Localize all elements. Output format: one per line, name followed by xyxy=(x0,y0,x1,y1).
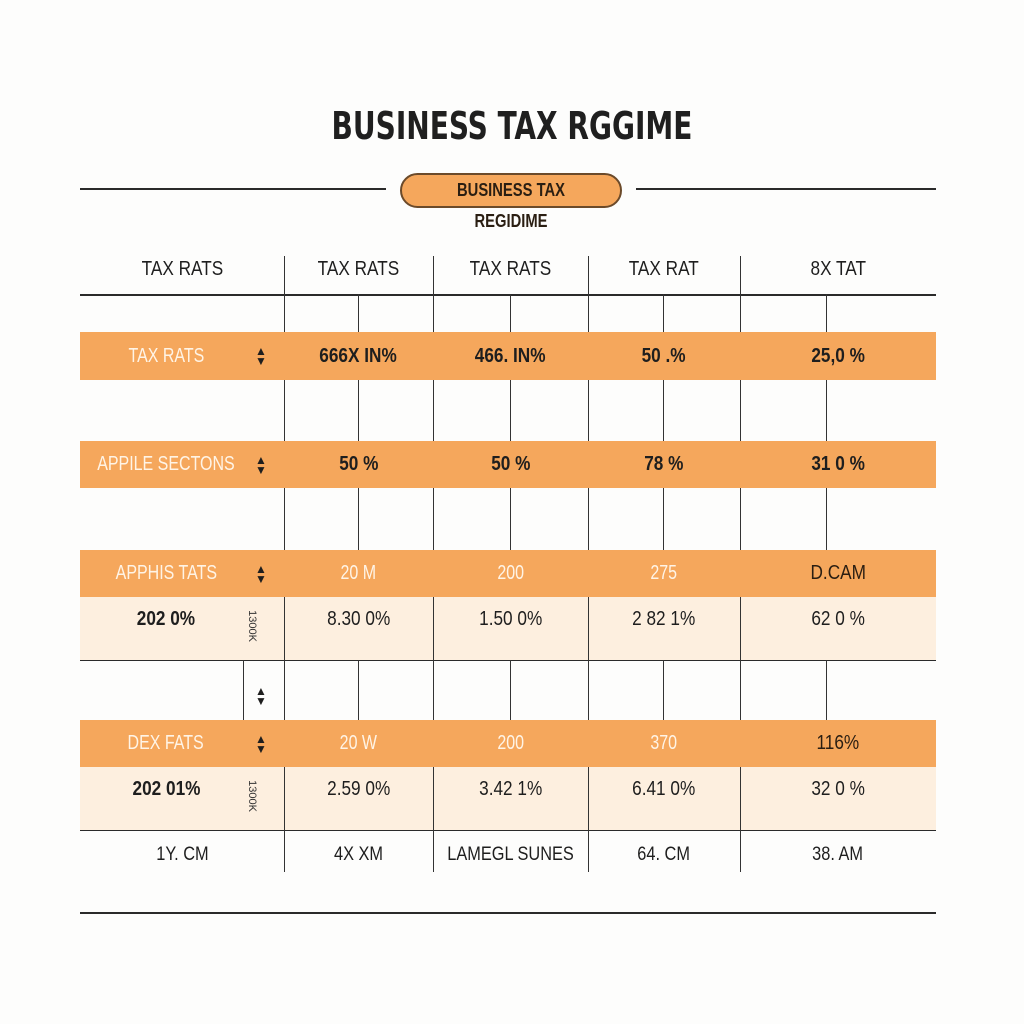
table-cell: 50 % xyxy=(338,453,379,475)
col-line xyxy=(663,380,664,441)
col-line xyxy=(358,488,359,550)
col-line xyxy=(588,380,589,441)
col-line xyxy=(433,660,434,720)
table-cell: 116% xyxy=(816,732,860,754)
col-line xyxy=(588,294,589,332)
table-cell: 20 W xyxy=(339,732,378,754)
footer-cell: LAMEGL SUNES xyxy=(447,844,574,865)
col-line xyxy=(243,660,244,720)
table-cell: 31 0 % xyxy=(811,453,865,475)
col-line xyxy=(510,488,511,550)
row-label: DEX FATS xyxy=(127,732,205,754)
table-cell: 62 0 % xyxy=(811,608,865,630)
sort-icon[interactable]: ▲ ▼ xyxy=(255,684,267,708)
col-line xyxy=(826,488,827,550)
table-cell: 50 % xyxy=(490,453,531,475)
header-cell: TAX RATS xyxy=(469,258,552,280)
row-label: APPILE SECTONS xyxy=(97,453,235,475)
side-note: 1300K xyxy=(245,780,258,812)
header-rule xyxy=(80,294,936,296)
header-cell: TAX RATS xyxy=(317,258,400,280)
table-cell: 6.41 0% xyxy=(632,778,696,800)
header-cell: TAX RATS xyxy=(141,258,223,280)
table-cell: 666X IN% xyxy=(319,345,398,367)
col-line xyxy=(588,660,589,720)
table-cell: 20 M xyxy=(340,562,377,584)
col-line xyxy=(284,380,285,441)
col-line xyxy=(510,380,511,441)
table-cell: 78 % xyxy=(644,453,684,475)
sort-icon[interactable]: ▲ ▼ xyxy=(255,732,267,756)
col-line xyxy=(663,488,664,550)
table-cell: 32 0 % xyxy=(811,778,865,800)
col-line xyxy=(284,660,285,720)
page-title: BUSINESS TAX RGGIME xyxy=(331,104,693,148)
row-rule-2 xyxy=(80,830,936,831)
table-cell: D.CAM xyxy=(810,562,866,584)
table-cell: 3.42 1% xyxy=(478,778,543,800)
table-cell: 8.30 0% xyxy=(326,608,391,630)
col-line xyxy=(588,488,589,550)
table-cell: 2 82 1% xyxy=(632,608,696,630)
col-line xyxy=(740,380,741,441)
header-cell: TAX RAT xyxy=(628,258,700,280)
table-cell: 50 .% xyxy=(642,345,686,367)
col-line xyxy=(358,380,359,441)
table-cell: 200 xyxy=(497,562,524,584)
regime-badge: BUSINESS TAX REGIDIME xyxy=(400,173,622,208)
row-label: 202 0% xyxy=(136,608,196,630)
col-line xyxy=(433,488,434,550)
table-cell: 275 xyxy=(650,562,678,584)
row-label: TAX RATS xyxy=(128,345,204,367)
col-line xyxy=(510,660,511,720)
col-line xyxy=(510,294,511,332)
col-line xyxy=(826,660,827,720)
col-line xyxy=(826,380,827,441)
bottom-rule xyxy=(80,912,936,914)
side-note: 1300K xyxy=(245,610,258,642)
col-line xyxy=(358,660,359,720)
col-line xyxy=(826,294,827,332)
table-cell: 1.50 0% xyxy=(478,608,543,630)
table-cell: 370 xyxy=(650,732,678,754)
col-line xyxy=(740,294,741,332)
table-cell: 2.59 0% xyxy=(326,778,391,800)
sort-icon[interactable]: ▲ ▼ xyxy=(255,344,267,368)
footer-cell: 38. AM xyxy=(812,844,864,865)
footer-cell: 64. CM xyxy=(637,844,691,865)
table-cell: 466. IN% xyxy=(475,345,546,367)
sort-icon[interactable]: ▲ ▼ xyxy=(255,562,267,586)
row-label: APPHIS TATS xyxy=(115,562,217,584)
table-cell: 200 xyxy=(497,732,524,754)
col-line xyxy=(663,660,664,720)
header-cell: 8X TAT xyxy=(810,258,866,280)
table-cell: 25,0 % xyxy=(811,345,865,367)
footer-cell: 1Y. CM xyxy=(155,844,209,865)
col-line xyxy=(284,488,285,550)
col-line xyxy=(284,294,285,332)
col-line xyxy=(663,294,664,332)
sort-icon[interactable]: ▲ ▼ xyxy=(255,453,267,477)
col-line xyxy=(740,488,741,550)
col-line xyxy=(433,380,434,441)
col-line xyxy=(433,294,434,332)
col-line xyxy=(358,294,359,332)
row-label: 202 01% xyxy=(132,778,200,800)
col-line xyxy=(740,660,741,720)
footer-cell: 4X XM xyxy=(333,844,384,865)
row-rule-1 xyxy=(80,660,936,661)
